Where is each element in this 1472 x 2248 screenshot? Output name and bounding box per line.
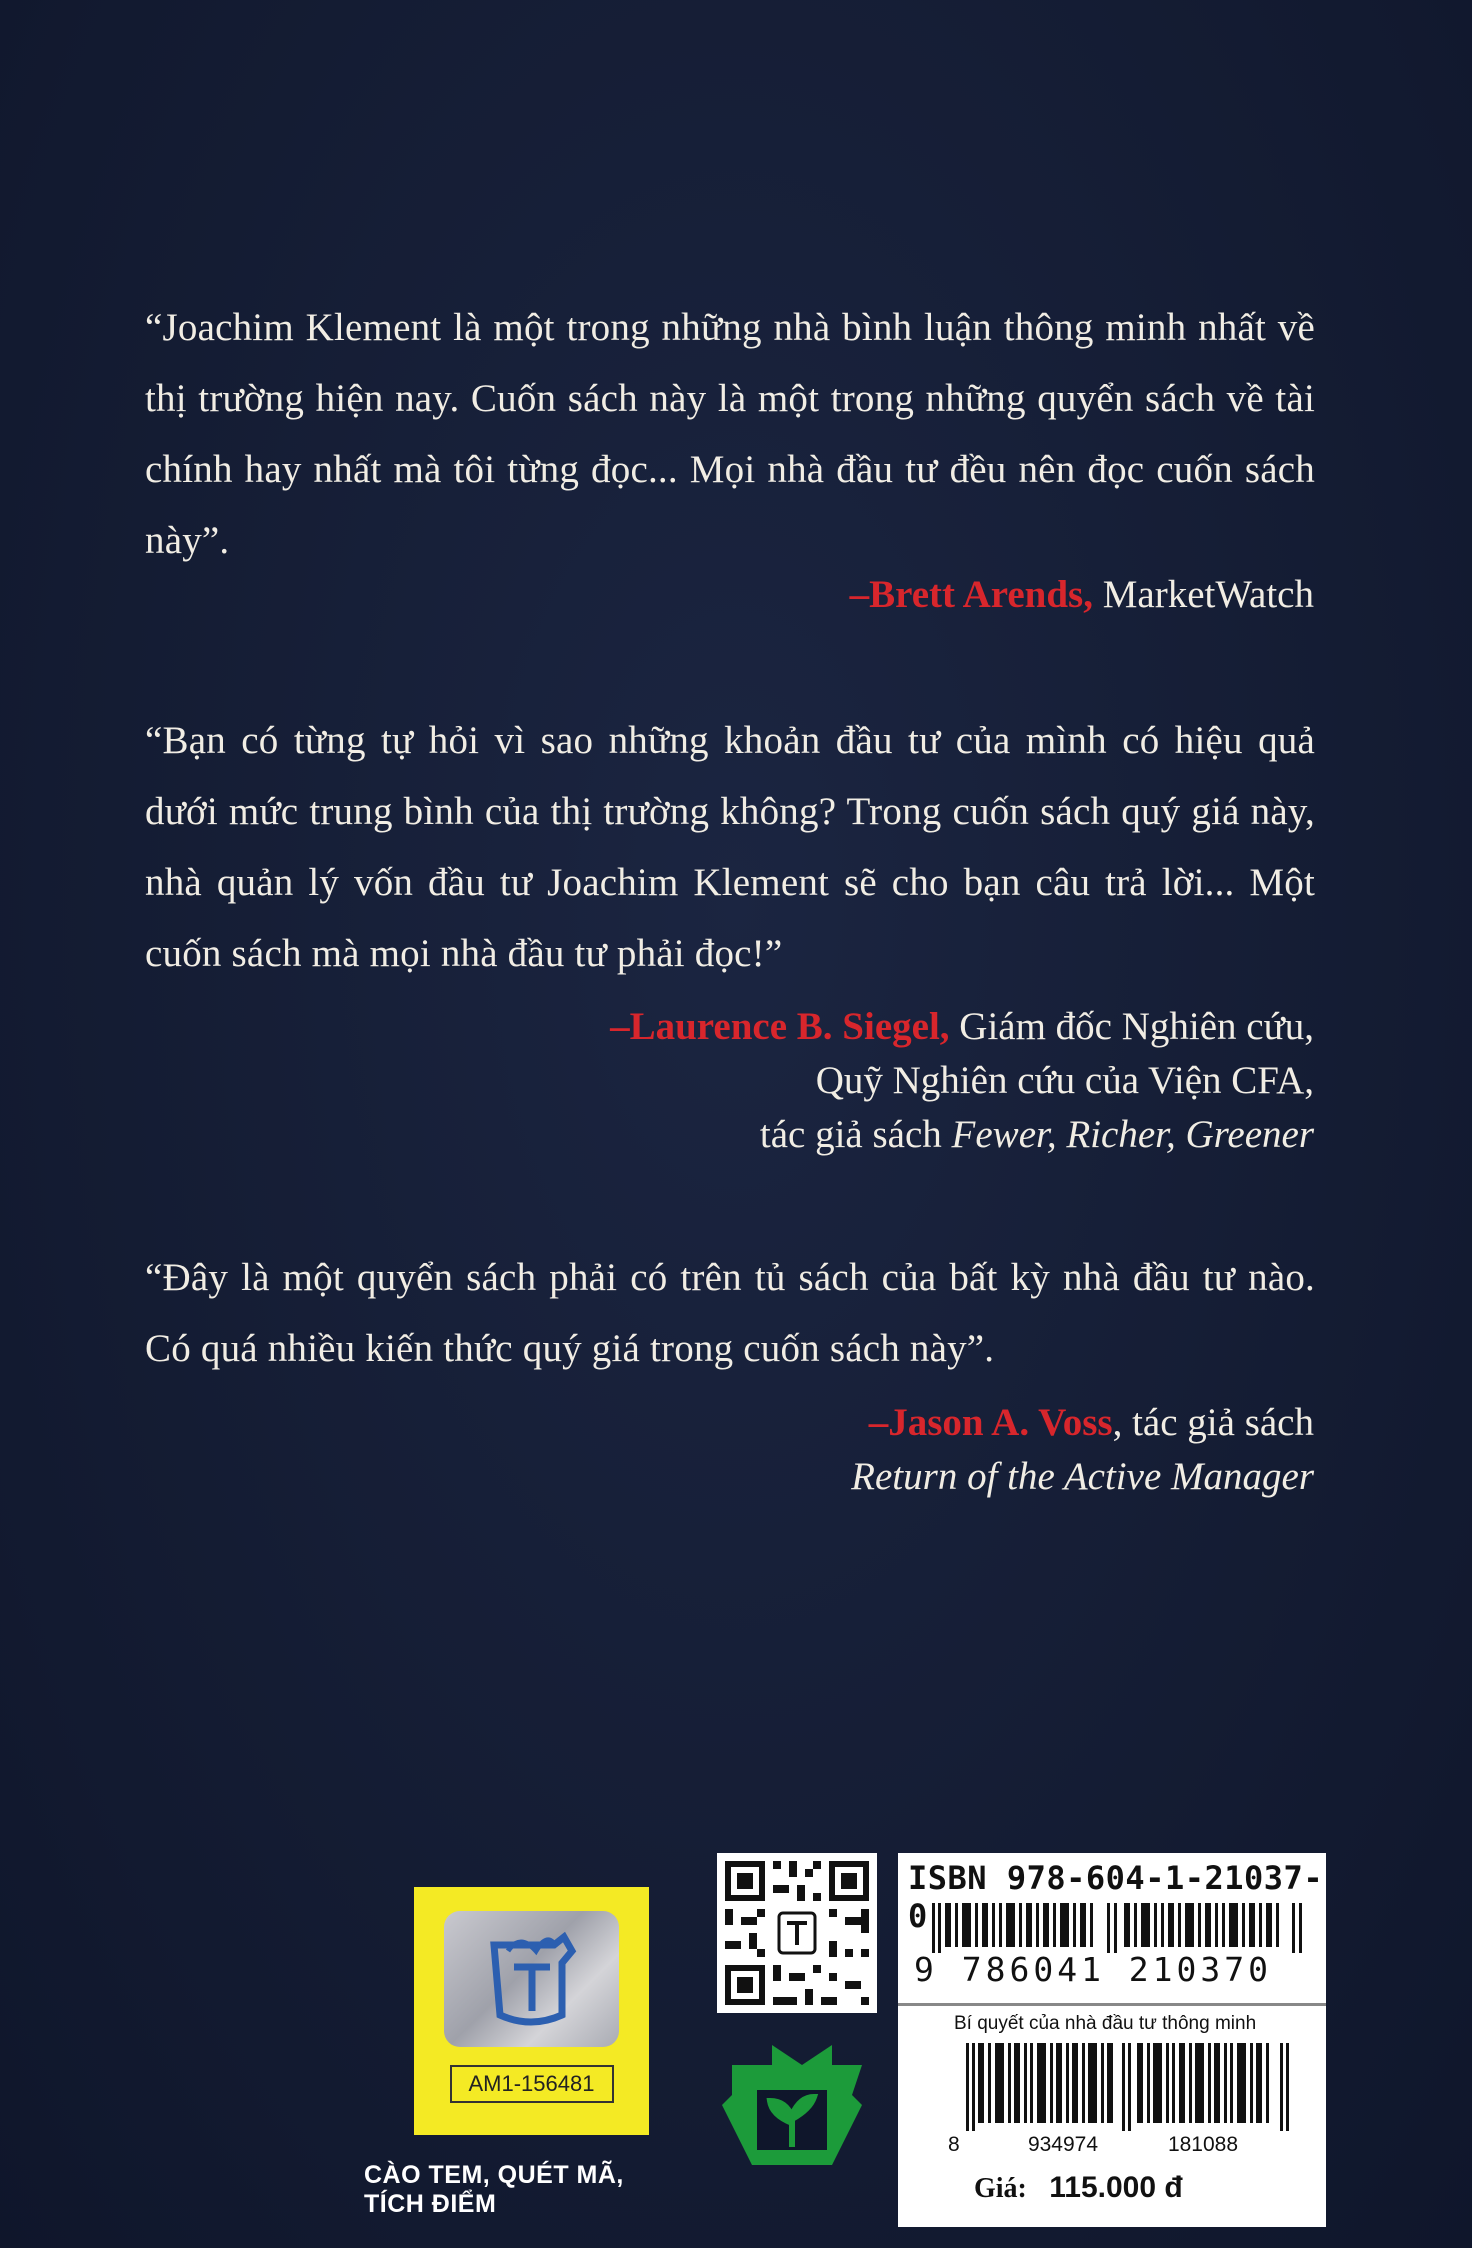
quote-3-attribution — [214, 1396, 1314, 1504]
quote-2-role-1: Giám đốc Nghiên cứu, — [949, 1005, 1314, 1048]
loyalty-sticker — [414, 1887, 649, 2135]
quote-3-book-title: Return of the Active Manager — [851, 1455, 1314, 1498]
price-barcode-icon — [966, 2043, 1296, 2131]
price-label: Giá: — [974, 2173, 1027, 2204]
quote-2-pre-italic: tác giả sách — [759, 1113, 952, 1156]
quote-1-attribution — [214, 568, 1314, 622]
quote-3-role: , tác giả sách — [1112, 1401, 1314, 1444]
isbn-barcode-icon — [932, 1903, 1316, 1953]
isbn-label: ISBN 978-604-1-21037-0 — [908, 1859, 1324, 1935]
barcode-panel — [898, 1853, 1326, 2227]
quote-2-book-title: Fewer, Richer, Greener — [951, 1113, 1314, 1156]
price-value: 115.000 đ — [1049, 2171, 1183, 2204]
price-code-prefix: 8 — [948, 2133, 960, 2156]
price-line — [974, 2171, 1183, 2205]
quote-1-author: –Brett Arends, — [849, 573, 1093, 616]
sticker-caption: CÀO TEM, QUÉT MÃ, TÍCH ĐIỂM — [364, 2161, 624, 2218]
publisher-logo-icon — [712, 2035, 872, 2175]
price-code-left: 934974 — [1027, 2133, 1099, 2156]
qr-code-icon[interactable] — [717, 1853, 877, 2013]
quote-2-role-2: Quỹ Nghiên cứu của Viện CFA, — [815, 1059, 1314, 1102]
quote-3-text: “Đây là một quyển sách phải có trên tủ sách của bất kỳ nhà đầu tư nào. Có quá nhiều kiến thức quý giá trong cuốn sách này”. — [145, 1256, 1315, 1370]
quote-2-author: –Laurence B. Siegel, — [610, 1005, 950, 1048]
quote-1-text: “Joachim Klement là một trong những nhà bình luận thông minh nhất về thị trường hiện nay. Cuốn sách này là một trong những quyển sách về tài chính hay nhất mà tôi từng đọc... Mọi nhà đầu tư đều nên đọc cuốn sách này”. — [145, 306, 1315, 562]
panel-divider — [898, 2003, 1326, 2006]
quote-2-text: “Bạn có từng tự hỏi vì sao những khoản đầu tư của mình có hiệu quả dưới mức trung bình của thị trường không? Trong cuốn sách quý giá này, nhà quản lý vốn đầu tư Joachim Klement sẽ cho bạn câu trả lời... Một cuốn sách mà mọi nhà đầu tư phải đọc!” — [145, 719, 1315, 975]
quote-2-attribution — [214, 1000, 1314, 1162]
price-code-right: 181088 — [1167, 2133, 1239, 2156]
book-title-label: Bí quyết của nhà đầu tư thông minh — [954, 2013, 1257, 2034]
hologram-stamp-icon — [444, 1911, 619, 2047]
sticker-code: AM1-156481 — [450, 2065, 614, 2103]
price-barcode-digits — [948, 2133, 1278, 2157]
isbn-digits: 9 786041 210370 — [914, 1950, 1273, 1989]
quote-3-author: –Jason A. Voss — [868, 1401, 1113, 1444]
quote-1-role: MarketWatch — [1092, 573, 1314, 616]
